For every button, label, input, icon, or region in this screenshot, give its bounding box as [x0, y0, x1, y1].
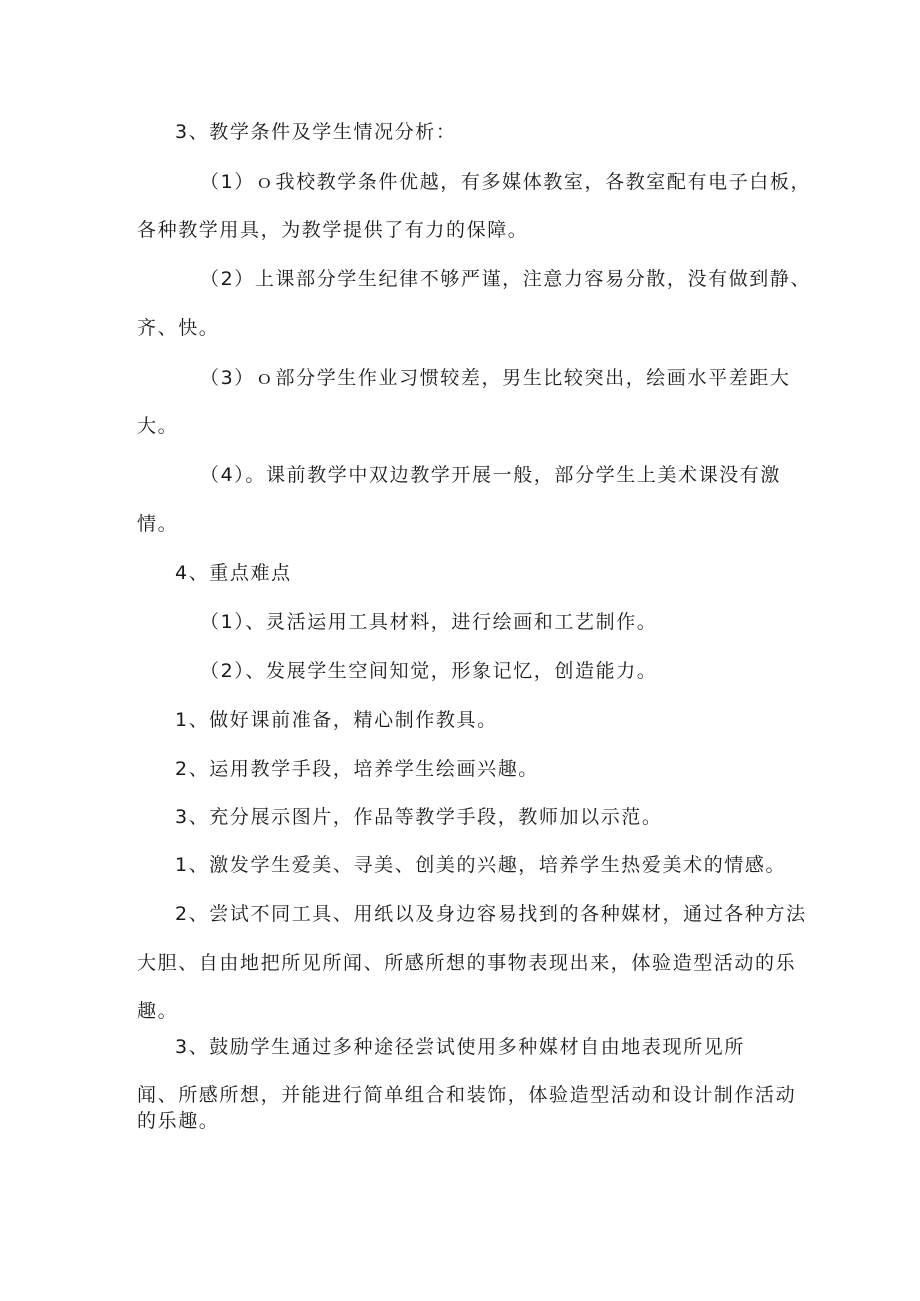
paragraph-line: 的乐趣。 — [137, 1110, 220, 1132]
paragraph-line: 2、尝试不同工具、用纸以及身边容易找到的各种媒材，通过各种方法 — [175, 903, 807, 925]
paragraph-line: 3、鼓励学生通过多种途径尝试使用多种媒材自由地表现所见所 — [175, 1036, 745, 1058]
paragraph-line: （1）ｏ我校教学条件优越，有多媒体教室，各教室配有电子白板， — [200, 171, 812, 193]
paragraph-line: （1）、灵活运用工具材料，进行绘画和工艺制作。 — [200, 611, 658, 633]
paragraph-line: 情。 — [137, 513, 179, 535]
paragraph-line: （4）。课前教学中双边教学开展一般，部分学生上美术课没有激 — [200, 464, 781, 486]
paragraph-line: 齐、快。 — [137, 317, 220, 339]
paragraph-line: （3）ｏ部分学生作业习惯较差，男生比较突出，绘画水平差距大 — [200, 367, 791, 389]
paragraph-line: 大胆、自由地把所见所闻、所感所想的事物表现出来，体验造型活动的乐 — [137, 952, 797, 974]
section-heading-teaching-conditions: 3、教学条件及学生情况分析： — [175, 121, 457, 143]
paragraph-line: 各种教学用具，为教学提供了有力的保障。 — [137, 219, 529, 241]
paragraph-line: 趣。 — [137, 1000, 179, 1022]
paragraph-line: 大。 — [137, 415, 179, 437]
paragraph-line: （2）上课部分学生纪律不够严谨，注意力容易分散，没有做到静、 — [200, 268, 812, 290]
section-heading-key-points: 4、重点难点 — [175, 562, 292, 584]
paragraph-line: 3、充分展示图片，作品等教学手段，教师加以示范。 — [175, 806, 663, 828]
paragraph-line: 闻、所感所想，并能进行简单组合和装饰，体验造型活动和设计制作活动 — [137, 1084, 797, 1106]
paragraph-line: （2）、发展学生空间知觉，形象记忆，创造能力。 — [200, 660, 658, 682]
paragraph-line: 2、运用教学手段，培养学生绘画兴趣。 — [175, 758, 539, 780]
paragraph-line: 1、做好课前准备，精心制作教具。 — [175, 709, 498, 731]
paragraph-line: 1、激发学生爱美、寻美、创美的兴趣，培养学生热爱美术的情感。 — [175, 854, 787, 876]
